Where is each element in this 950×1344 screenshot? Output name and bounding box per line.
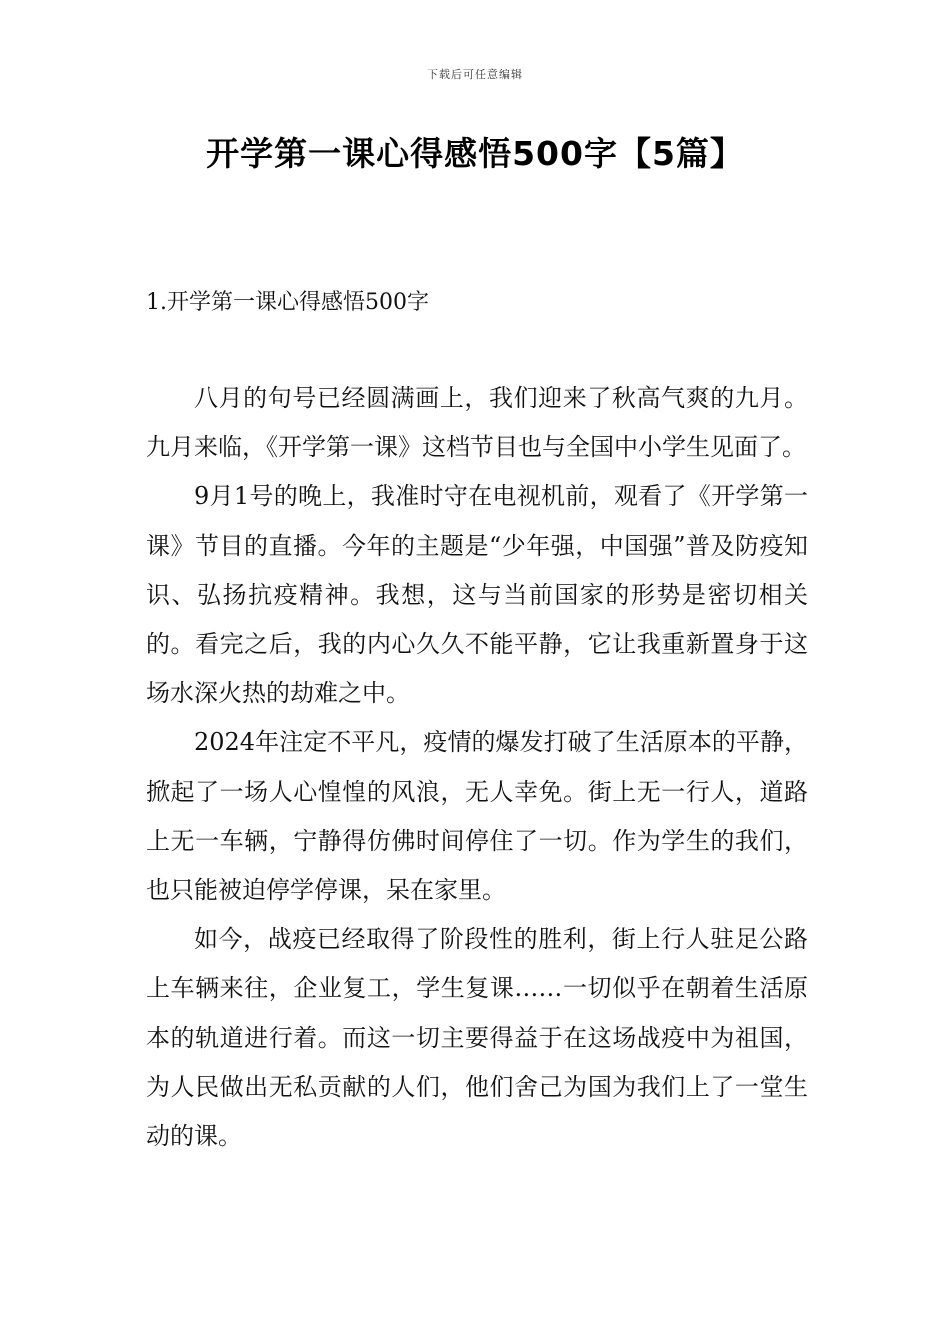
body-text xyxy=(146,374,808,1161)
paragraph: 如今，战疫已经取得了阶段性的胜利，街上行人驻足公路上车辆来往，企业复工，学生复课……一切似乎在朝着生活原本的轨道进行着。而这一切主要得益于在这场战疫中为祖国，为人民做出无私贡献的人们，他们舍己为国为我们上了一堂生动的课。 xyxy=(146,925,808,1151)
section-heading: 1.开学第一课心得感悟500字 xyxy=(146,290,429,315)
paragraph: 八月的句号已经圆满画上，我们迎来了秋高气爽的九月。九月来临，《开学第一课》这档节目也与全国中小学生见面了。 xyxy=(146,384,808,462)
document-title: 开学第一课心得感悟500字【5篇】 xyxy=(206,134,744,173)
paragraph: 9月1号的晚上，我准时守在电视机前，观看了《开学第一课》节目的直播。今年的主题是“少年强，中国强”普及防疫知识、弘扬抗疫精神。我想，这与当前国家的形势是密切相关的。看完之后，我的内心久久不能平静，它让我重新置身于这场水深火热的劫难之中。 xyxy=(146,482,808,708)
header-note: 下载后可任意编辑 xyxy=(427,68,523,81)
paragraph: 2024年注定不平凡，疫情的爆发打破了生活原本的平静，掀起了一场人心惶惶的风浪，无人幸免。街上无一行人，道路上无一车辆，宁静得仿佛时间停住了一切。作为学生的我们，也只能被迫停学停课，呆在家里。 xyxy=(146,728,808,905)
